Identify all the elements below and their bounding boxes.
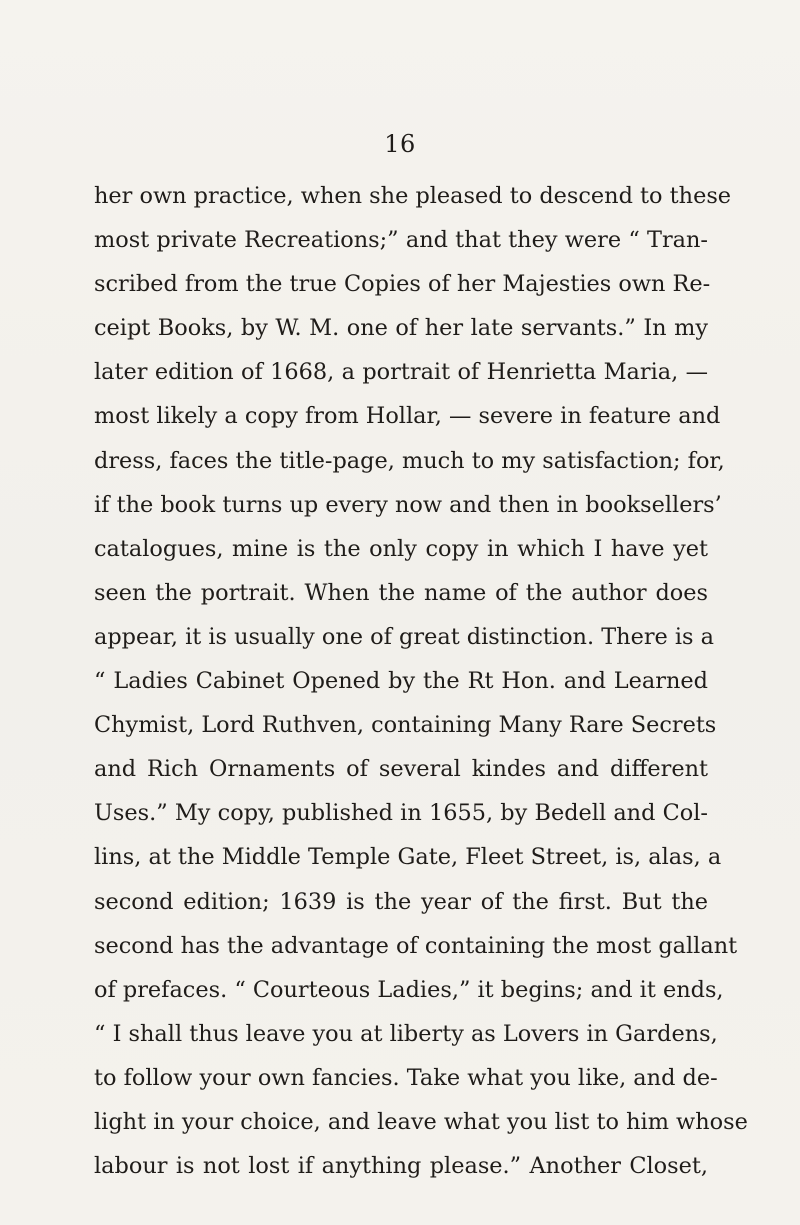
text-line: dress, faces the title-page, much to my satisfaction; for,	[94, 447, 725, 474]
text-line: later edition of 1668, a portrait of Henrietta Maria, —	[94, 359, 708, 386]
text-line: Uses.” My copy, published in 1655, by Bedell and Col-	[94, 800, 708, 827]
text-line: if the book turns up every now and then in booksellers’	[94, 491, 722, 518]
text-line: scribed from the true Copies of her Majesties own Re-	[94, 271, 711, 298]
text-line: most likely a copy from Hollar, — severe in feature and	[94, 403, 721, 430]
text-line: “ Ladies Cabinet Opened by the Rt Hon. and Learned	[94, 668, 708, 695]
text-line: “ I shall thus leave you at liberty as Lovers in Gardens,	[94, 1020, 718, 1047]
text-line: her own practice, when she pleased to descend to these	[94, 183, 732, 209]
text-line: to follow your own fancies. Take what you like, and de-	[94, 1064, 718, 1091]
text-line: catalogues, mine is the only copy in which I have yet	[94, 535, 708, 562]
text-line: ceipt Books, by W. M. one of her late servants.” In my	[94, 315, 708, 342]
text-line: labour is not lost if anything please.” Another Closet,	[94, 1153, 708, 1180]
text-line: lins, at the Middle Temple Gate, Fleet Street, is, alas, a	[94, 844, 722, 871]
text-line: Chymist, Lord Ruthven, containing Many Rare Secrets	[94, 712, 717, 739]
page-number: 16	[384, 130, 416, 158]
text-line: and Rich Ornaments of several kindes and different	[94, 756, 708, 783]
text-line: second edition; 1639 is the year of the first. But the	[94, 888, 708, 915]
body-text	[94, 174, 748, 1188]
text-line: of prefaces. “ Courteous Ladies,” it begins; and it ends,	[94, 976, 724, 1003]
text-line: seen the portrait. When the name of the author does	[94, 579, 708, 606]
text-line: appear, it is usually one of great distinction. There is a	[94, 623, 715, 650]
text-line: second has the advantage of containing the most gallant	[94, 932, 738, 959]
text-line: most private Recreations;” and that they were “ Tran-	[94, 227, 708, 254]
text-line: light in your choice, and leave what you list to him whose	[94, 1108, 748, 1135]
